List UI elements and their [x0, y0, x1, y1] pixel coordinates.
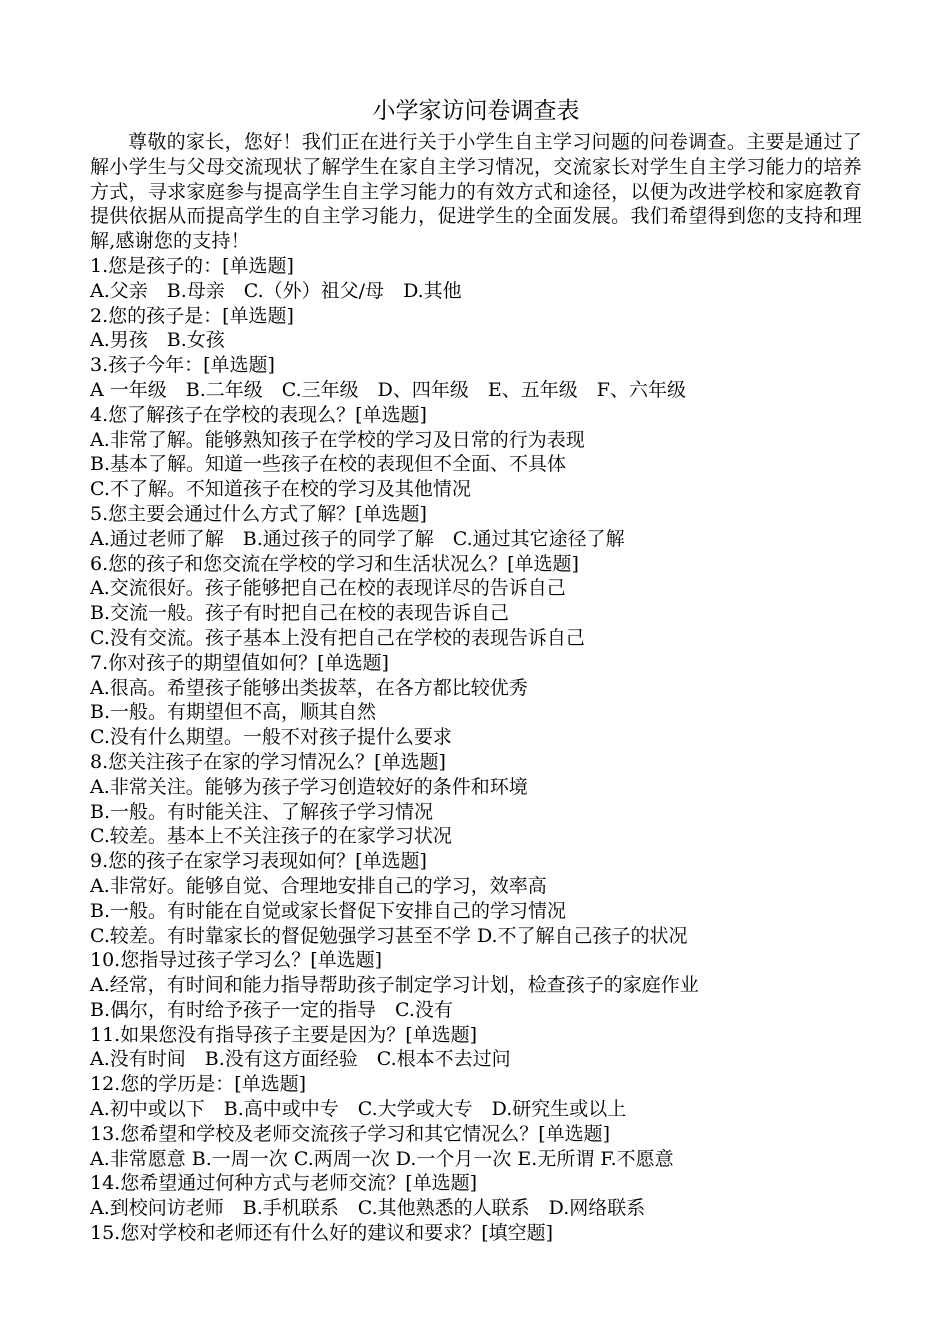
option-line: A.很高。希望孩子能够出类拔萃，在各方都比较优秀: [90, 676, 528, 699]
question-line: 5.您主要会通过什么方式了解？[单选题]: [90, 502, 427, 525]
question-line: 8.您关注孩子在家的学习情况么？[单选题]: [90, 750, 446, 773]
question-line: 7.你对孩子的期望值如何？[单选题]: [90, 651, 389, 674]
question-line: 11.如果您没有指导孩子主要是因为？[单选题]: [90, 1023, 478, 1046]
option-line: A.没有时间 B.没有这方面经验 C.根本不去过问: [90, 1048, 511, 1071]
document-page: [90, 96, 862, 1246]
question-line: 9.您的孩子在家学习表现如何？[单选题]: [90, 850, 427, 873]
option-line: B.偶尔，有时给予孩子一定的指导 C.没有: [90, 998, 453, 1021]
option-line: B.交流一般。孩子有时把自己在校的表现告诉自己: [90, 602, 510, 625]
option-line: A.父亲 B.母亲 C.（外）祖父/母 D.其他: [90, 279, 462, 302]
question-line: 10.您指导过孩子学习么？[单选题]: [90, 949, 383, 972]
question-line: 14.您希望通过何种方式与老师交流？[单选题]: [90, 1172, 478, 1195]
option-line: B.一般。有时能在自觉或家长督促下安排自己的学习情况: [90, 899, 567, 922]
option-line: C.较差。基本上不关注孩子的在家学习状况: [90, 825, 452, 848]
question-line: 1.您是孩子的：[单选题]: [90, 254, 294, 277]
option-line: C.没有什么期望。一般不对孩子提什么要求: [90, 726, 452, 749]
question-list: [90, 254, 862, 1246]
option-line: A.经常，有时间和能力指导帮助孩子制定学习计划，检查孩子的家庭作业: [90, 974, 699, 997]
option-line: C.不了解。不知道孩子在校的学习及其他情况: [90, 478, 471, 501]
option-line: B.基本了解。知道一些孩子在校的表现但不全面、不具体: [90, 453, 567, 476]
option-line: A.非常了解。能够熟知孩子在学校的学习及日常的行为表现: [90, 428, 585, 451]
question-line: 2.您的孩子是：[单选题]: [90, 304, 294, 327]
option-line: A.通过老师了解 B.通过孩子的同学了解 C.通过其它途径了解: [90, 527, 625, 550]
option-line: A.非常关注。能够为孩子学习创造较好的条件和环境: [90, 775, 528, 798]
option-line: A.非常愿意 B.一周一次 C.两周一次 D.一个月一次 E.无所谓 F.不愿意: [90, 1147, 674, 1170]
document-title: 小学家访问卷调查表: [372, 98, 580, 124]
option-line: B.一般。有时能关注、了解孩子学习情况: [90, 800, 434, 823]
option-line: C.没有交流。孩子基本上没有把自己在学校的表现告诉自己: [90, 626, 585, 649]
option-line: A.非常好。能够自觉、合理地安排自己的学习，效率高: [90, 874, 547, 897]
option-line: A.男孩 B.女孩: [90, 329, 225, 352]
question-line: 6.您的孩子和您交流在学校的学习和生活状况么？[单选题]: [90, 552, 579, 575]
question-line: 12.您的学历是：[单选题]: [90, 1073, 307, 1096]
option-line: A.初中或以下 B.高中或中专 C.大学或大专 D.研究生或以上: [90, 1098, 627, 1121]
option-line: A.交流很好。孩子能够把自己在校的表现详尽的告诉自己: [90, 577, 566, 600]
option-line: C.较差。有时靠家长的督促勉强学习甚至不学 D.不了解自己孩子的状况: [90, 924, 688, 947]
question-line: 13.您希望和学校及老师交流孩子学习和其它情况么？[单选题]: [90, 1122, 611, 1145]
intro-paragraph: 尊敬的家长，您好！我们正在进行关于小学生自主学习问题的问卷调查。主要是通过了解小学生与父母交流现状了解学生在家自主学习情况，交流家长对学生自主学习能力的培养方式，寻求家庭参与提高学生自主学习能力的有效方式和途径，以便为改进学校和家庭教育提供依据从而提高学生的自主学习能力，促进学生的全面发展。我们希望得到您的支持和理解,感谢您的支持！: [90, 131, 862, 253]
option-line: B.一般。有期望但不高，顺其自然: [90, 701, 377, 724]
question-line: 15.您对学校和老师还有什么好的建议和要求？[填空题]: [90, 1222, 554, 1245]
option-line: A 一年级 B.二年级 C.三年级 D、四年级 E、五年级 F、六年级: [90, 378, 686, 401]
option-line: A.到校问访老师 B.手机联系 C.其他熟悉的人联系 D.网络联系: [90, 1197, 646, 1220]
question-line: 4.您了解孩子在学校的表现么？[单选题]: [90, 403, 427, 426]
question-line: 3.孩子今年：[单选题]: [90, 354, 275, 377]
